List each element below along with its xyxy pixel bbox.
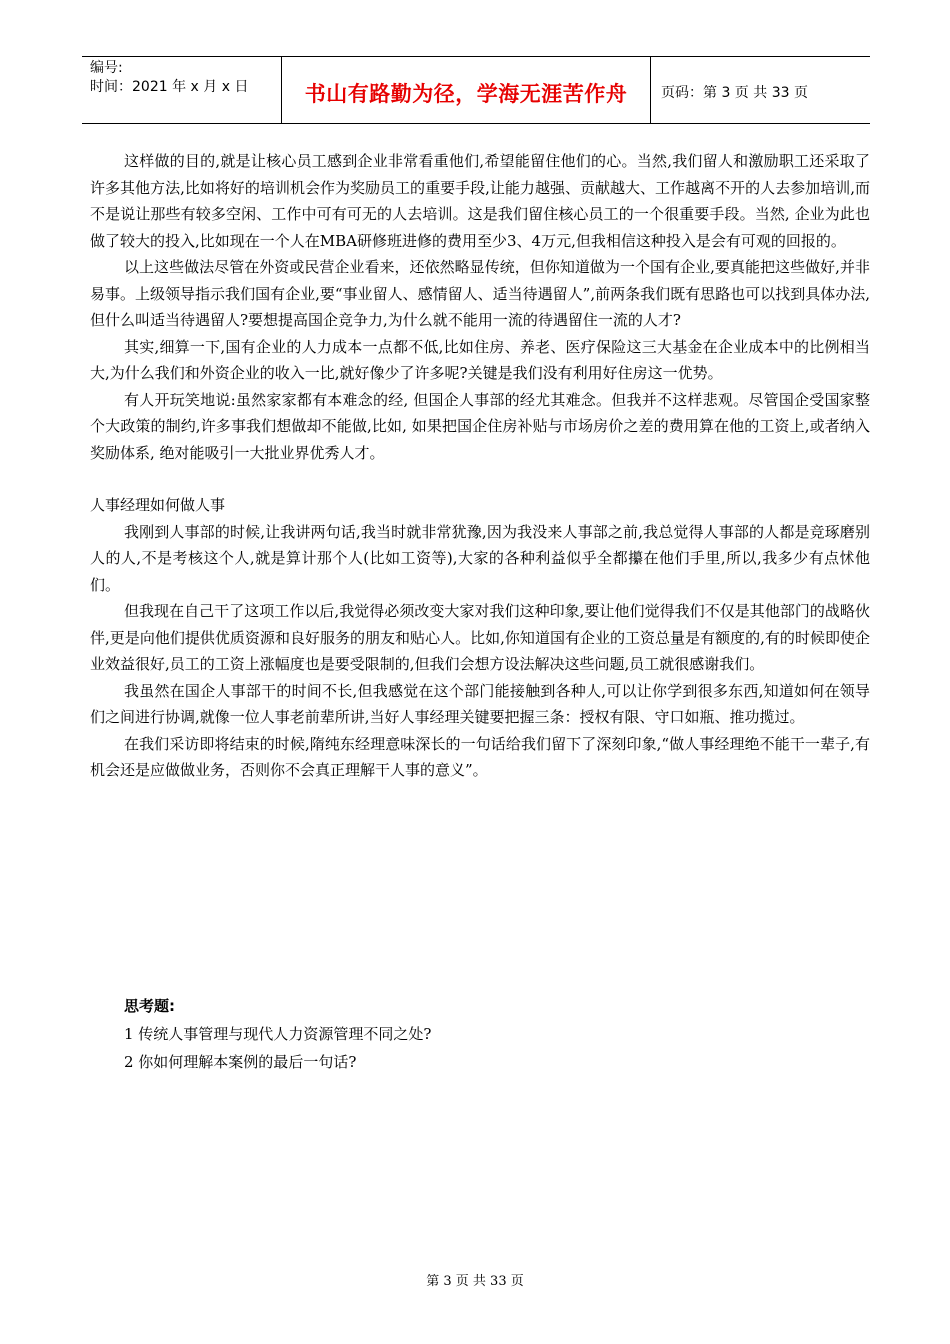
document-time-label: 时间：2021 年 x 月 x 日 — [90, 79, 249, 95]
section-title: 人事经理如何做人事 — [90, 496, 226, 514]
page-header — [82, 56, 870, 124]
document-body — [90, 148, 870, 784]
header-motto: 书山有路勤为径，学海无涯苦作舟 — [281, 57, 651, 123]
question-item: 2 你如何理解本案例的最后一句话? — [124, 1053, 357, 1071]
question-item: 1 传统人事管理与现代人力资源管理不同之处? — [124, 1025, 432, 1043]
body-paragraph: 这样做的目的,就是让核心员工感到企业非常看重他们,希望能留住他们的心。当然,我们留人和激励职工还采取了许多其他方法,比如将好的培训机会作为奖励员工的重要手段,让能力越强、贡献越大、工作越离不开的人去参加培训,而不是说让那些有较多空闲、工作中可有可无的人去培训。这是我们留住核心员工的一个很重要手段。当然, 企业为此也做了较大的投入,比如现在一个人在MBA研修班进修的费用至少3、4万元,但我相信这种投入是会有可观的回报的。 — [90, 152, 870, 250]
document-code-label: 编号: — [90, 60, 123, 76]
body-paragraph: 有人开玩笑地说:虽然家家都有本难念的经, 但国企人事部的经尤其难念。但我并不这样悲观。尽管国企受国家整个大政策的制约,许多事我们想做却不能做,比如, 如果把国企住房补贴与市场房价之差的费用算在他的工资上,或者纳入奖励体系, 绝对能吸引一大批业界优秀人才。 — [90, 390, 870, 462]
body-paragraph: 我虽然在国企人事部干的时间不长,但我感觉在这个部门能接触到各种人,可以让你学到很多东西,知道如何在领导们之间进行协调,就像一位人事老前辈所讲,当好人事经理关键要把握三条：授权有限、守口如瓶、推功揽过。 — [90, 681, 870, 726]
body-paragraph: 其实,细算一下,国有企业的人力成本一点都不低,比如住房、养老、医疗保险这三大基金在企业成本中的比例相当大,为什么我们和外资企业的收入一比,就好像少了许多呢?关键是我们没有利用好住房这一优势。 — [90, 337, 870, 382]
questions-section — [124, 992, 824, 1076]
header-meta — [82, 57, 281, 123]
page-footer: 第 3 页 共 33 页 — [426, 1274, 524, 1289]
questions-title: 思考题: — [124, 997, 175, 1015]
body-paragraph: 但我现在自己干了这项工作以后,我觉得必须改变大家对我们这种印象,要让他们觉得我们不仅是其他部门的战略伙伴,更是向他们提供优质资源和良好服务的朋友和贴心人。比如,你知道国有企业的工资总量是有额度的,有的时候即使企业效益很好,员工的工资上涨幅度也是要受限制的,但我们会想方设法解决这些问题,员工就很感谢我们。 — [90, 602, 870, 673]
body-paragraph: 我刚到人事部的时候,让我讲两句话,我当时就非常犹豫,因为我没来人事部之前,我总觉得人事部的人都是竞琢磨别人的人,不是考核这个人,就是算计那个人(比如工资等),大家的各种利益似乎全都攥在他们手里,所以,我多少有点怵他们。 — [90, 522, 870, 594]
body-paragraph: 在我们采访即将结束的时候,隋纯东经理意味深长的一句话给我们留下了深刻印象,“做人事经理绝不能干一辈子,有机会还是应做做业务，否则你不会真正理解干人事的意义”。 — [90, 734, 870, 779]
header-page-info: 页码：第 3 页 共 33 页 — [661, 85, 808, 101]
body-paragraph: 以上这些做法尽管在外资或民营企业看来，还依然略显传统，但你知道做为一个国有企业,要真能把这些做好,并非易事。上级领导指示我们国有企业,要“事业留人、感情留人、适当待遇留人”,前两条我们既有思路也可以找到具体办法,但什么叫适当待遇留人?要想提高国企竞争力,为什么就不能用一流的待遇留住一流的人才? — [90, 258, 870, 329]
